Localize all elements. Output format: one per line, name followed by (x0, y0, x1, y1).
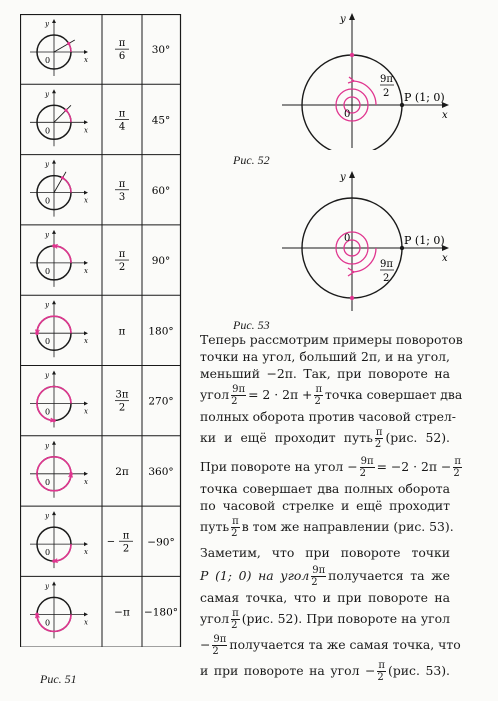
fig51-radian-num: π (118, 178, 126, 190)
text-line: Теперь рассмотрим примеры поворотов (200, 332, 463, 347)
fig53-angle-num: 9π (380, 259, 393, 270)
fig51-radian: 2π (115, 465, 129, 478)
text-line (200, 632, 461, 658)
fig51-caption: Рис. 51 (40, 672, 77, 686)
fig51-origin: 0 (45, 196, 51, 206)
fig53-diagram (280, 168, 455, 313)
fig53-point-label: P (1; 0) (404, 234, 445, 247)
fig51-axis-y-label: y (45, 160, 49, 169)
fig52-angle-den: 2 (383, 88, 390, 99)
fig51-radian-den: 2 (118, 262, 126, 274)
body-text (200, 331, 463, 687)
text-fragment: путь (200, 519, 230, 534)
fig53-caption: Рис. 53 (233, 318, 270, 332)
fraction-9pi-2 (311, 565, 326, 588)
fig51-radian-den: 3 (118, 191, 126, 203)
fig51-degree: 360° (148, 465, 174, 478)
fig51-degree: 45° (151, 114, 171, 127)
fig51-origin: 0 (45, 618, 51, 628)
fig51-axis-x-label: x (84, 126, 88, 135)
fig51-axis-x-label: x (84, 548, 88, 557)
text-fragment: точка совершает два (325, 387, 463, 402)
fraction-numerator: 9π (312, 565, 326, 576)
fraction-numerator: 9π (213, 634, 227, 645)
fig53-origin: 0 (344, 233, 351, 244)
fraction-pi-2 (314, 384, 323, 407)
fraction-denominator: 2 (231, 396, 238, 407)
text-fragment: угол (200, 387, 230, 402)
fraction-pi-2 (375, 427, 384, 450)
fraction-pi-2 (453, 456, 462, 479)
fig51-radian-num: π (118, 38, 126, 50)
paragraph-3 (200, 543, 461, 684)
fig51-axis-x-label: x (84, 618, 88, 627)
fig51-radian-num: π (118, 108, 126, 120)
fig51-axis-x-label: x (84, 196, 88, 205)
fig51-origin: 0 (45, 56, 51, 65)
fig51-origin: 0 (45, 337, 51, 347)
fraction-numerator: π (378, 660, 385, 671)
fig51-axis-y-label: y (45, 20, 49, 28)
fig51-degree: 30° (151, 44, 171, 57)
text-line: точка совершает два полных оборота (200, 481, 450, 496)
fig53-point-end (350, 296, 354, 300)
text-fragment: P (1; 0) на угол (200, 568, 310, 583)
fig51-degree: 270° (148, 395, 174, 408)
fig51-table (20, 14, 190, 647)
fig53-angle-den: 2 (383, 273, 390, 284)
text-line (200, 454, 461, 480)
text-line (200, 658, 450, 684)
text-fragment: (рис. 53). (387, 663, 450, 678)
fraction-denominator: 2 (231, 620, 238, 631)
fig51-row (30, 581, 178, 638)
fig51-origin: 0 (45, 477, 51, 487)
fig51-axis-y-label: y (45, 582, 49, 591)
fig52-origin: 0 (344, 109, 351, 120)
text-fragment: (рис. 52). (385, 430, 450, 445)
fig51-axis-x-label: x (84, 56, 88, 64)
fig52-caption: Рис. 52 (233, 153, 270, 167)
fig51-axis-y-label: y (45, 371, 49, 380)
fraction-numerator: π (315, 384, 323, 395)
text-line: по часовой стрелке и ещё проходит (200, 498, 450, 513)
fraction-denominator: 2 (359, 468, 366, 479)
fig51-origin: 0 (45, 548, 51, 558)
fraction-denominator: 2 (374, 439, 382, 450)
fig53-axis-y-label: y (340, 172, 346, 183)
text-line (200, 606, 450, 632)
text-fragment: получается та же (328, 568, 450, 583)
fig52-point-label: P (1; 0) (404, 91, 445, 104)
fraction-9pi-2 (212, 634, 227, 657)
fraction-pi-2 (231, 608, 240, 631)
text-fragment: получается та же самая точка, что (229, 637, 461, 652)
fraction-numerator: 9π (360, 456, 374, 467)
text-fragment: = −2 · 2π − (376, 459, 452, 474)
fraction-numerator: π (232, 608, 239, 619)
fig51-axis-y-label: y (45, 230, 49, 239)
text-fragment: и при повороте на угол − (200, 663, 376, 678)
text-line (200, 563, 450, 589)
fig51-axis-y-label: y (45, 441, 49, 450)
fraction-denominator: 2 (231, 528, 238, 539)
fraction-9pi-2 (360, 456, 375, 479)
fraction-denominator: 2 (453, 468, 460, 479)
fraction-pi-2 (377, 660, 386, 683)
fig51-radian-den: 2 (122, 543, 130, 555)
fraction-denominator: 2 (212, 646, 219, 657)
text-line (200, 382, 463, 408)
fig51-row (30, 230, 170, 287)
fig51-row (30, 89, 170, 146)
fraction-numerator: 9π (232, 384, 246, 395)
text-fragment: угол (200, 611, 230, 626)
fraction-pi-2 (231, 516, 240, 539)
fig51-row (30, 160, 170, 217)
fig51-radian-den: 2 (118, 402, 126, 414)
text-fragment: При повороте на угол − (200, 459, 358, 474)
text-line: точки на угол, больший 2π, и на угол, (200, 349, 450, 364)
fig51-degree: 90° (151, 255, 171, 268)
fraction-numerator: π (232, 516, 239, 527)
fig51-radian-num: π (122, 530, 130, 542)
fig51-degree: −180° (143, 606, 179, 619)
fraction-numerator: π (375, 427, 383, 438)
text-fragment: = 2 · 2π + (248, 387, 313, 402)
fig51-degree: −90° (147, 536, 175, 549)
fig51-radian: π (118, 325, 126, 338)
fig52-diagram (280, 10, 455, 150)
fraction-denominator: 2 (377, 672, 384, 683)
fig52-axis-y-label: y (340, 14, 346, 25)
fig51-radian-num: 3π (115, 389, 129, 401)
fig52-axis-x-label: x (442, 110, 448, 121)
fraction-denominator: 2 (314, 396, 321, 407)
fig51-axis-x-label: x (84, 407, 88, 416)
fraction-9pi-2 (231, 384, 246, 407)
paragraph-1 (200, 331, 463, 451)
fig51-radian-den: 6 (118, 51, 126, 63)
fig51-radian-sign: − (106, 536, 116, 548)
paragraph-2 (200, 454, 461, 540)
fig51-radian: −π (114, 606, 130, 619)
text-line: Заметим, что при повороте точки (200, 545, 450, 560)
fig51-radian-den: 4 (118, 121, 126, 133)
fig51-row (30, 19, 170, 76)
text-fragment: ки и ещё проходит путь (200, 430, 373, 445)
fig51-origin: 0 (45, 126, 51, 136)
fig51-radian-num: π (118, 249, 126, 261)
text-fragment: в том же направлении (рис. 53). (241, 519, 454, 534)
fig51-degree: 60° (151, 184, 171, 197)
fig51-origin: 0 (45, 407, 51, 417)
fraction-numerator: π (454, 456, 461, 467)
fig52-point-end (350, 53, 354, 57)
fig51-degree: 180° (148, 325, 174, 338)
text-line (200, 514, 454, 540)
fig51-axis-y-label: y (45, 512, 49, 521)
fig51-axis-y-label: y (45, 301, 49, 310)
text-line: меньший −2π. Так, при повороте на (200, 366, 450, 381)
fig51-axis-x-label: x (84, 477, 88, 486)
fig51-origin: 0 (45, 266, 51, 276)
fraction-denominator: 2 (311, 577, 318, 588)
text-line (200, 425, 450, 451)
fig52-angle-num: 9π (380, 74, 393, 85)
text-fragment: − (200, 637, 211, 652)
fig51-axis-y-label: y (45, 90, 49, 99)
fig51-axis-x-label: x (84, 337, 88, 346)
text-fragment: (рис. 52). При повороте на угол (241, 611, 450, 626)
fig51-axis-x-label: x (84, 266, 88, 275)
fig53-axis-x-label: x (442, 253, 448, 264)
text-line: самая точка, что и при повороте на (200, 590, 450, 605)
text-line: полных оборота против часовой стрел- (200, 409, 456, 424)
